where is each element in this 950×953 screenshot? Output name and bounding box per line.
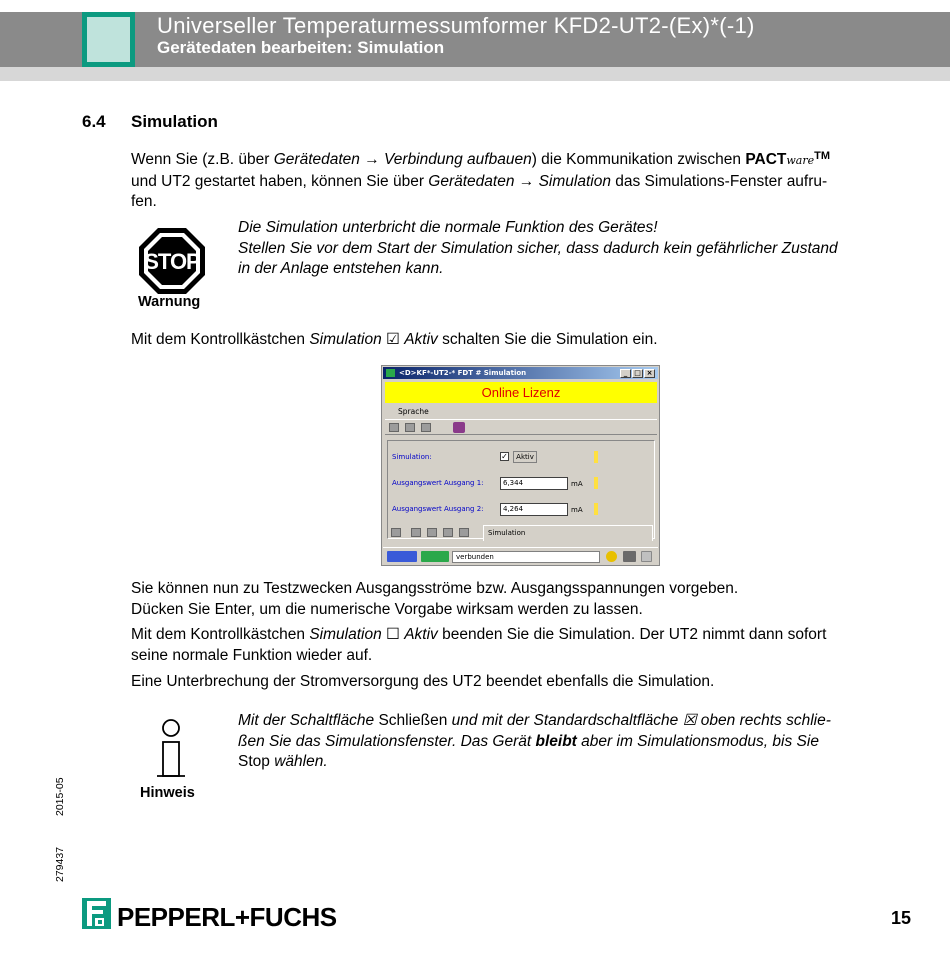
window-toolbar: [385, 419, 657, 435]
output2-unit: mA: [571, 506, 583, 514]
paragraph-testing: Sie können nun zu Testzwecken Ausgangsströme bzw. Ausgangsspannungen vorgeben. Dücken Sie Enter, um die numerische Vorgabe wirksam werden zu lassen.: [131, 580, 739, 618]
connection-status: verbunden: [452, 551, 600, 563]
header-subtitle: Gerätedaten bearbeiten: Simulation: [157, 38, 445, 57]
status-marker: [594, 451, 598, 463]
output1-unit: mA: [571, 480, 583, 488]
paragraph-power: Eine Unterbrechung der Stromversorgung des UT2 beendet ebenfalls die Simulation.: [131, 673, 715, 690]
side-date: 2015-05: [54, 777, 66, 816]
window-titlebar: [383, 367, 658, 379]
status-marker: [594, 503, 598, 515]
checkbox-paragraph: Mit dem Kontrollkästchen Simulation ☑ Aktiv schalten Sie die Simulation ein.: [131, 331, 658, 348]
nav-button-5[interactable]: [459, 528, 469, 537]
nav-button-3[interactable]: [427, 528, 437, 537]
hint-label: Hinweis: [140, 785, 195, 801]
help-icon[interactable]: [641, 551, 652, 562]
pepperl-fuchs-logo: [82, 898, 111, 929]
nav-button-4[interactable]: [443, 528, 453, 537]
simulation-label: Simulation:: [392, 453, 432, 461]
output2-label: Ausgangswert Ausgang 2:: [392, 505, 484, 513]
connection-icon: [421, 551, 449, 562]
status-bar: [383, 547, 658, 564]
brand-name: PEPPERL+FUCHS: [117, 902, 337, 932]
simulation-checkbox[interactable]: ✓: [501, 452, 508, 461]
nav-button-1[interactable]: [391, 528, 401, 537]
info-icon: [155, 718, 187, 780]
section-title: Simulation: [131, 112, 218, 131]
close-button[interactable]: ×: [644, 369, 655, 378]
app-icon: [386, 369, 395, 377]
side-docnum: 279437: [54, 846, 66, 882]
maximize-button[interactable]: □: [632, 369, 643, 378]
header-title: Universeller Temperaturmessumformer KFD2-UT2-(Ex)*(-1): [157, 13, 755, 38]
header-logo-inner: [87, 17, 130, 62]
paragraph-deactivate: Mit dem Kontrollkästchen Simulation ☐ Aktiv beenden Sie die Simulation. Der UT2 nimmt dann sofort seine normale Funktion wieder auf.: [131, 626, 827, 664]
window-title: <D>KF*-UT2-* FDT # Simulation: [399, 369, 527, 377]
nav-button-2[interactable]: [411, 528, 421, 537]
online-icon: [606, 551, 617, 562]
toolbar-button-1[interactable]: [389, 423, 399, 432]
warning-label: Warnung: [138, 294, 201, 310]
book-icon[interactable]: [453, 422, 465, 433]
simulation-window: [381, 365, 660, 566]
section-number: 6.4: [82, 112, 106, 131]
stop-sign-icon: [138, 227, 206, 295]
minimize-button[interactable]: _: [620, 369, 631, 378]
warning-text: Die Simulation unterbricht die normale Funktion des Gerätes! Stellen Sie vor dem Start der Simulation sicher, dass dadurch kein gefährlicher Zustand in der Anlage entstehen kann.: [238, 219, 838, 277]
hint-text: Mit der Schaltfläche Schließen und mit der Standardschaltfläche ☒ oben rechts schlie- ßen Sie das Simulationsfenster. Das Gerät bleibt aber im Simulationsmodus, bis Sie Stop wählen.: [238, 712, 831, 770]
print-icon[interactable]: [623, 551, 636, 562]
stop-sign-text: STOP: [144, 249, 200, 274]
toolbar-button-3[interactable]: [421, 423, 431, 432]
status-marker: [594, 477, 598, 489]
page-number: 15: [891, 908, 912, 928]
tab-bar: [387, 525, 653, 541]
toolbar-button-2[interactable]: [405, 423, 415, 432]
header-strip: [0, 67, 950, 81]
menu-item-sprache[interactable]: Sprache: [398, 407, 429, 416]
output1-label: Ausgangswert Ausgang 1:: [392, 479, 484, 487]
intro-paragraph: Wenn Sie (z.B. über Gerätedaten → Verbindung aufbauen) die Kommunikation zwischen PACTware™ und UT2 gestartet haben, können Sie über Gerätedaten → Simulation das Simulations-Fenster aufru- fen.: [131, 150, 831, 210]
tab-simulation[interactable]: Simulation: [483, 525, 653, 541]
license-banner: Online Lizenz: [385, 382, 657, 403]
device-icon: [387, 551, 417, 562]
aktiv-button[interactable]: Aktiv: [513, 451, 537, 463]
output1-input[interactable]: 6,344: [500, 477, 568, 490]
output2-input[interactable]: 4,264: [500, 503, 568, 516]
